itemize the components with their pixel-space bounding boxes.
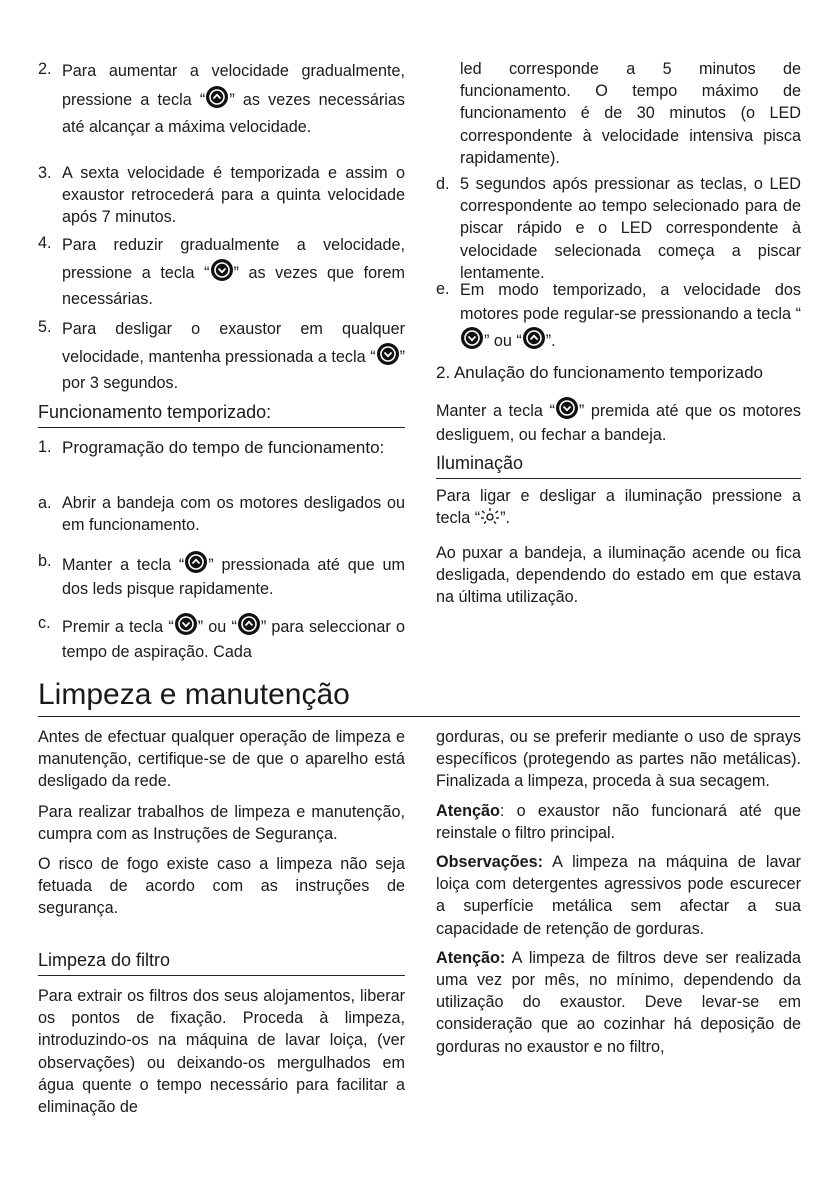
step-number: 2. [38,60,52,78]
step-text: Em modo temporizado, a velocidade dos motores pode regular-se pressionando a tecla “ [460,281,801,323]
step-2 [38,58,405,141]
speed-up-button-icon [184,550,208,574]
step-text: ” as vezes que forem necessárias. [62,264,405,308]
step-text: ” ou “ [197,618,237,636]
speed-up-button-icon [205,85,229,109]
step-5 [38,316,405,396]
maintenance-left [38,726,405,920]
step-text: A sexta velocidade é temporizada e assim o exaustor retrocederá para a quinta velocidade após 7 minutos. [62,164,405,227]
maintenance-title: Limpeza e manutenção [38,676,800,717]
lighting-text-2 [436,542,801,609]
step-text: ” para seleccionar o tempo de aspiração. Cada [62,618,405,661]
step-text: 5 segundos após pressionar as teclas, o LED correspondente ao tempo selecionado para de piscar rápido e o LED correspondente à velocidade selecionada começa a piscar lentamente. [460,175,801,282]
lighting-text-1 [436,485,801,529]
step-text: Para aumentar a velocidade gradualmente, pressione a tecla “ [62,62,405,109]
attention-label: Atenção: [436,948,506,967]
step-text: ” as vezes necessárias até alcançar a máxima velocidade. [62,91,405,136]
paragraph-text: Ao puxar a bandeja, a iluminação acende ou fica desligada, dependendo do estado em que estava na última utilização. [436,544,801,607]
step-text: Programação do tempo de funcionamento: [62,438,385,457]
timed-operation-heading: Funcionamento temporizado: [38,400,405,428]
speed-down-button-icon [210,258,234,282]
step-text: ”. [545,332,556,350]
paragraph-text: ” premida até que os motores desliguem, ou fechar a bandeja. [436,402,801,444]
step-text: Para reduzir gradualmente a velocidade, pressione a tecla “ [62,236,405,282]
paragraph-text: Antes de efectuar qualquer operação de limpeza e manutenção, certifique-se de que o aparelho está desligado da rede. [38,728,405,791]
step-text: Manter a tecla “ [62,556,185,574]
step-3 [38,162,405,229]
step-number: 1. [38,438,52,456]
step-text: led corresponde a 5 minutos de funcionamento. O tempo máximo de funcionamento é de 30 minutos (o LED correspondente à velocidade intensiva pisca rapidamente). [460,60,801,167]
step-text: Para desligar o exaustor em qualquer velocidade, mantenha pressionada a tecla “ [62,320,405,366]
step-number: b. [38,552,52,570]
speed-up-button-icon [522,326,546,350]
step-c-continued [460,58,801,169]
paragraph-text: Para ligar e desligar a iluminação pressione a tecla “ [436,487,801,528]
speed-down-button-icon [555,396,579,420]
cancel-timed-heading: 2. Anulação do funcionamento temporizado [436,363,764,382]
speed-up-button-icon [237,612,261,636]
maintenance-right [436,726,801,1058]
paragraph-text: gorduras, ou se preferir mediante o uso de sprays específicos (protegendo as partes não metálicas). Finalizada a limpeza, proceda à sua secagem. [436,728,801,791]
step-d [436,173,801,284]
lighting-heading: Iluminação [436,451,801,479]
speed-down-button-icon [174,612,198,636]
step-4 [38,232,405,312]
speed-down-button-icon [460,326,484,350]
filter-cleaning-heading: Limpeza do filtro [38,948,405,976]
step-number: c. [38,614,51,632]
step-number: 3. [38,164,52,182]
programming-heading [38,436,405,459]
attention-label: Atenção [436,801,500,820]
step-number: a. [38,494,52,512]
step-number: d. [436,175,450,193]
speed-down-button-icon [376,342,400,366]
paragraph-text: A limpeza de filtros deve ser realizada uma vez por mês, no mínimo, dependendo da utilização do exaustor. Deve levar-se em consideração que ao cozinhar há deposição de gorduras no exaustor e no filtro, [436,948,801,1056]
step-text: ” ou “ [484,332,522,350]
step-a [38,492,405,536]
filter-cleaning-text [38,985,405,1118]
step-text: ” pressionada até que um dos leds pisque rapidamente. [62,556,405,598]
step-b [38,550,405,601]
paragraph-text: Para realizar trabalhos de limpeza e manutenção, cumpra com as Instruções de Segurança. [38,802,405,843]
paragraph-text: O risco de fogo existe caso a limpeza não seja fetuada de acordo com as instruções de segurança. [38,855,405,918]
paragraph-text: Manter a tecla “ [436,402,555,420]
paragraph-text: ”. [500,509,510,528]
paragraph-text: Para extrair os filtros dos seus alojamentos, liberar os pontos de fixação. Proceda à limpeza, introduzindo-os na máquina de lavar loiça, (ver observações) ou deixando-os mergulhados em água quente o tempo necessário para facilitar a eliminação de [38,987,405,1117]
step-number: 4. [38,234,52,252]
paragraph-text: A limpeza na máquina de lavar loiça com detergentes agressivos pode escurecer a superfície metálica sem afectar a sua capacidade de retenção de gorduras. [436,853,801,938]
step-text: Premir a tecla “ [62,618,174,636]
paragraph-text: : o exaustor não funcionará até que reinstale o filtro principal. [436,801,801,842]
step-c [38,612,405,665]
light-icon [480,507,500,525]
step-text: ” por 3 segundos. [62,348,405,392]
observations-label: Observações: [436,853,544,872]
step-text: Abrir a bandeja com os motores desligados ou em funcionamento. [62,494,405,535]
step-e [436,278,801,353]
step-number: 5. [38,318,52,336]
cancel-timed-text [436,396,801,447]
step-number: e. [436,280,450,298]
